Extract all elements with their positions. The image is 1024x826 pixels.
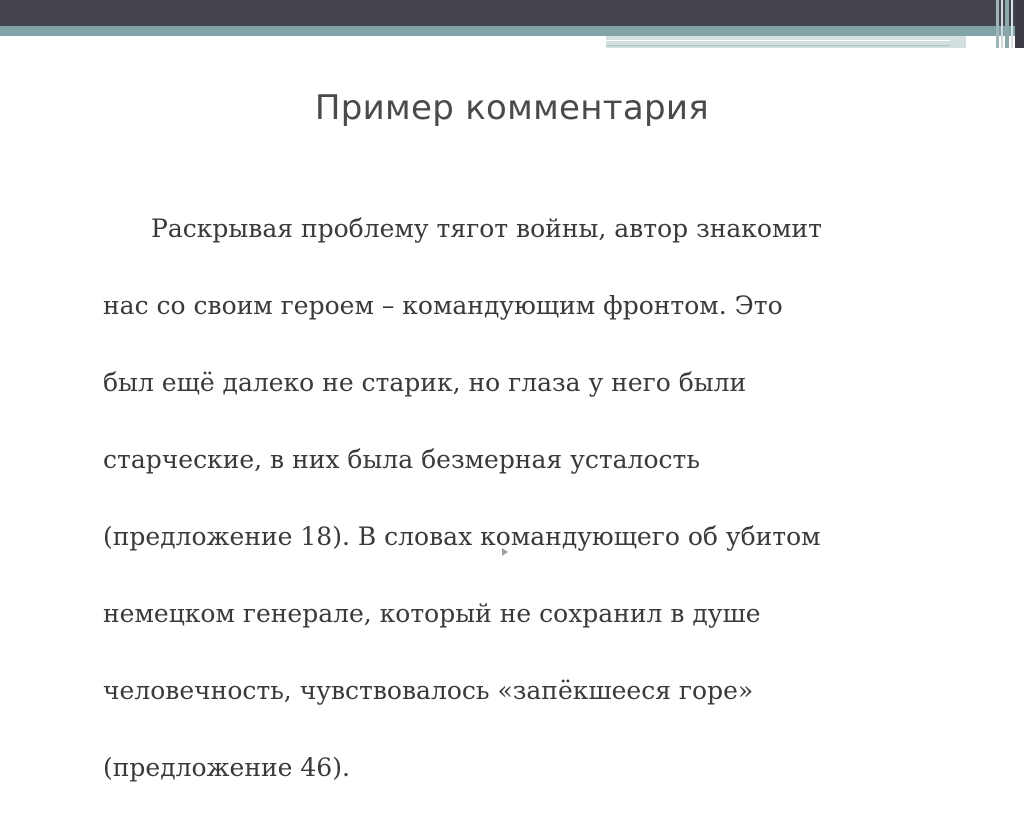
body-line: (предложение 46). — [103, 752, 350, 782]
slide-body — [103, 171, 923, 826]
body-line: немецком генерале, который не сохранил в душе — [103, 598, 761, 628]
body-line: нас со своим героем – командующим фронтом. Это — [103, 290, 783, 320]
header-accent-line — [606, 40, 950, 41]
corner-stripe — [1015, 0, 1024, 48]
header-band-teal — [0, 26, 1024, 36]
corner-stripe — [1005, 0, 1009, 48]
body-line: был ещё далеко не старик, но глаза у него были — [103, 367, 747, 397]
body-line: старческие, в них была безмерная усталость — [103, 444, 700, 474]
header-accent-line — [606, 45, 950, 46]
corner-stripe — [996, 0, 999, 48]
corner-stripe — [1011, 0, 1013, 48]
body-line: (предложение 18). В словах командующего об убитом — [103, 521, 821, 551]
header-accent-block — [606, 36, 966, 48]
slide-title: Пример комментария — [314, 88, 710, 128]
body-line: человечность, чувствовалось «запёкшееся горе» — [103, 675, 754, 705]
corner-stripe — [1001, 0, 1003, 48]
slide-nav-arrow-icon — [502, 548, 508, 556]
header-band-dark — [0, 0, 1024, 26]
body-line: Раскрывая проблему тягот войны, автор знакомит — [151, 213, 822, 243]
